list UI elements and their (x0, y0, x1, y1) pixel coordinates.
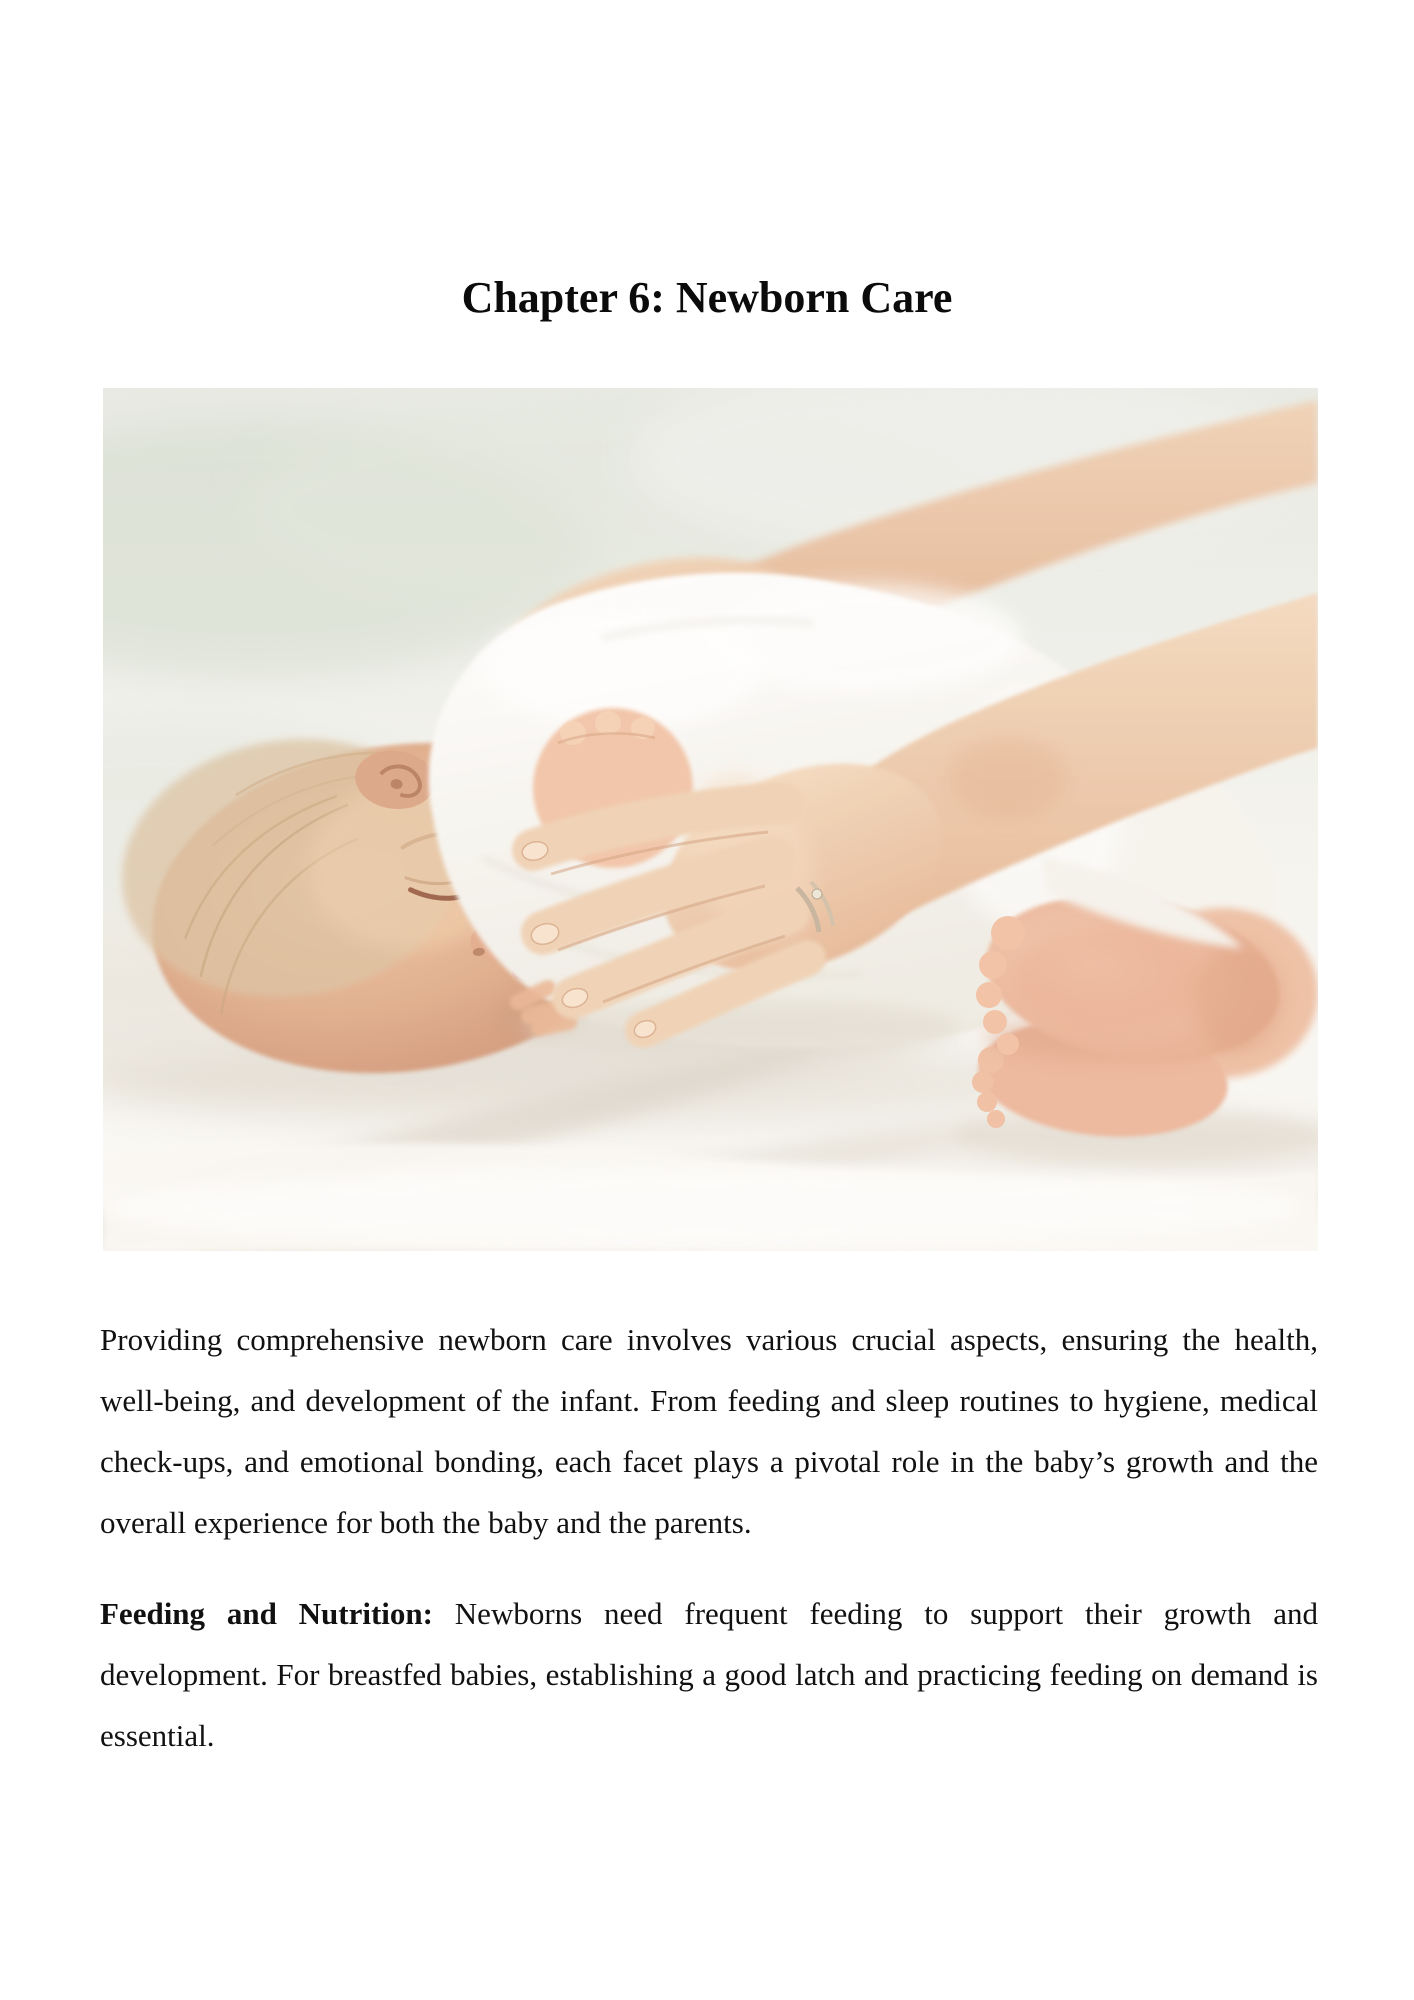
paragraph-intro (100, 1309, 1318, 1553)
page-title: Chapter 6: Newborn Care (461, 273, 953, 322)
paragraph-feeding (100, 1583, 1318, 1766)
body-text (100, 1309, 1318, 1796)
paragraph-feeding-lead: Feeding and Nutrition: (100, 1596, 433, 1631)
paragraph-intro-text: Providing comprehensive newborn care involves various crucial aspects, ensuring the health, well-being, and development of the infant. From feeding and sleep routines to hygiene, medical check-ups, and emotional bonding, each facet plays a pivotal role in the baby’s growth and the overall experience for both the baby and the parents. (100, 1322, 1318, 1540)
newborn-photo-illustration (103, 388, 1318, 1251)
foreground-sheet (103, 388, 1318, 1251)
paragraph-feeding-text: Newborns need frequent feeding to support their growth and development. For breastfed babies, establishing a good latch and practicing feeding on demand is essential. (100, 1596, 1318, 1753)
newborn-care-photo (103, 388, 1318, 1251)
